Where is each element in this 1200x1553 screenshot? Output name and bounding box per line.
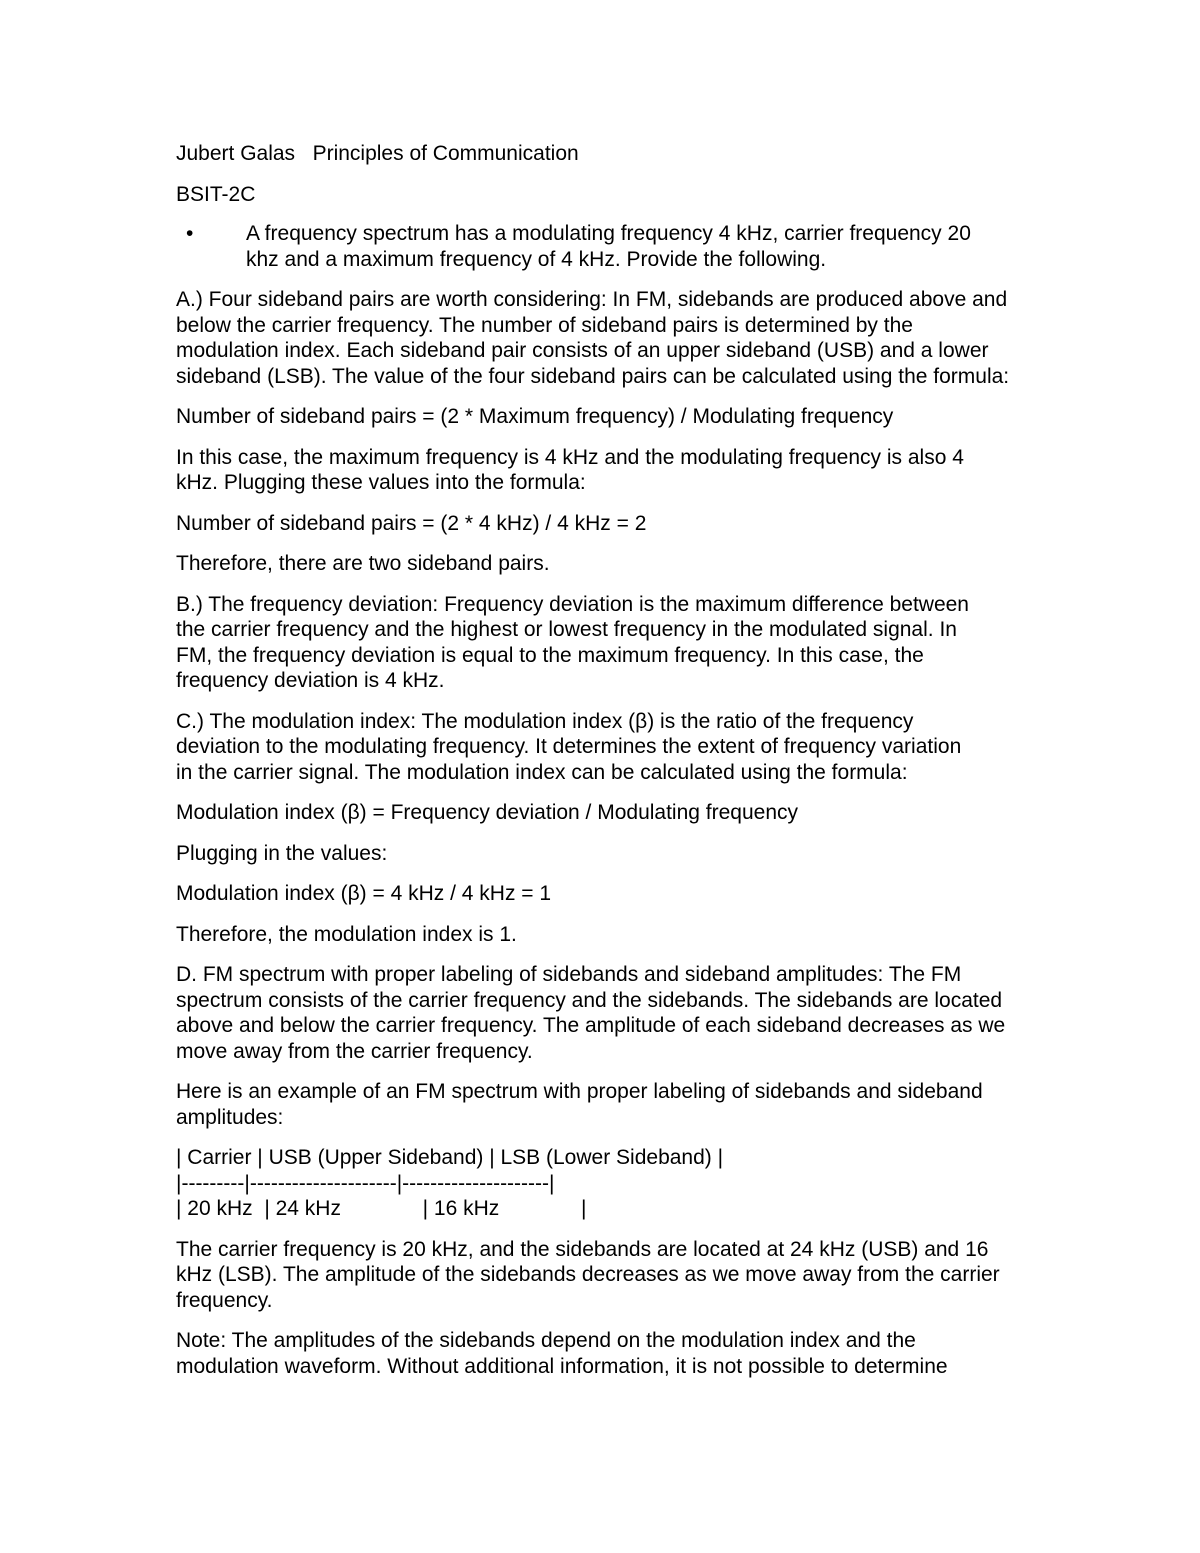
bullet-line: khz and a maximum frequency of 4 kHz. Provide the following. xyxy=(246,247,827,271)
paragraph-line: kHz (LSB). The amplitude of the sidebands decreases as we move away from the carrier xyxy=(176,1263,1000,1286)
section-a-intro xyxy=(176,287,1036,389)
paragraph-line: The carrier frequency is 20 kHz, and the sidebands are located at 24 kHz (USB) and 16 xyxy=(176,1237,989,1261)
paragraph-line: B.) The frequency deviation: Frequency deviation is the maximum difference between xyxy=(176,592,969,616)
table-row: | 20 kHz | 24 kHz | 16 kHz | xyxy=(176,1197,587,1220)
paragraph-line: spectrum consists of the carrier frequency and the sidebands. The sidebands are located xyxy=(176,988,1003,1012)
section-a-case xyxy=(176,445,1036,496)
section-code: BSIT-2C xyxy=(176,182,256,206)
section-d-intro xyxy=(176,962,1036,1064)
document-body xyxy=(176,141,1036,1394)
section-d-example xyxy=(176,1079,1036,1130)
section-d-note xyxy=(176,1328,1036,1379)
paragraph-line: in the carrier signal. The modulation index can be calculated using the formula: xyxy=(176,760,908,784)
paragraph-line: C.) The modulation index: The modulation index (β) is the ratio of the frequency xyxy=(176,709,914,733)
paragraph-line: above and below the carrier frequency. The amplitude of each sideband decreases as we xyxy=(176,1014,1006,1037)
paragraph-line: frequency deviation is 4 kHz. xyxy=(176,669,445,692)
problem-bullet xyxy=(176,221,1036,272)
section-a-calc: Number of sideband pairs = (2 * 4 kHz) / 4 kHz = 2 xyxy=(176,511,647,535)
section-a-formula: Number of sideband pairs = (2 * Maximum frequency) / Modulating frequency xyxy=(176,405,894,428)
section-d-explanation xyxy=(176,1237,1036,1314)
paragraph-line: Here is an example of an FM spectrum with proper labeling of sidebands and sideband xyxy=(176,1080,983,1103)
table-row: |---------|---------------------|---------------------| xyxy=(176,1171,555,1195)
paragraph-line: A.) Four sideband pairs are worth considering: In FM, sidebands are produced above and xyxy=(176,288,1008,311)
paragraph-line: kHz. Plugging these values into the formula: xyxy=(176,471,586,494)
section-a-result: Therefore, there are two sideband pairs. xyxy=(176,552,550,575)
bullet-icon: • xyxy=(186,222,194,245)
section-c-intro xyxy=(176,709,1036,786)
table-row: | Carrier | USB (Upper Sideband) | LSB (Lower Sideband) | xyxy=(176,1146,724,1169)
section-c-formula: Modulation index (β) = Frequency deviation / Modulating frequency xyxy=(176,801,799,824)
paragraph-line: modulation index. Each sideband pair consists of an upper sideband (USB) and a lower xyxy=(176,339,989,362)
paragraph-line: frequency. xyxy=(176,1288,273,1312)
section-c-plug: Plugging in the values: xyxy=(176,841,388,865)
paragraph-line: Note: The amplitudes of the sidebands depend on the modulation index and the xyxy=(176,1329,916,1352)
paragraph-line: sideband (LSB). The value of the four sideband pairs can be calculated using the formula: xyxy=(176,364,1010,388)
spectrum-text-table xyxy=(176,1145,1036,1222)
section-c-result: Therefore, the modulation index is 1. xyxy=(176,922,517,946)
paragraph-line: modulation waveform. Without additional information, it is not possible to determine xyxy=(176,1354,948,1378)
paragraph-line: FM, the frequency deviation is equal to the maximum frequency. In this case, the xyxy=(176,643,924,667)
author-name: Jubert Galas xyxy=(176,142,296,165)
paragraph-line: deviation to the modulating frequency. It determines the extent of frequency variation xyxy=(176,735,962,758)
paragraph-line: move away from the carrier frequency. xyxy=(176,1039,533,1063)
header-line xyxy=(176,141,1036,167)
paragraph-line: D. FM spectrum with proper labeling of sidebands and sideband amplitudes: The FM xyxy=(176,963,962,986)
paragraph-line: In this case, the maximum frequency is 4 kHz and the modulating frequency is also 4 xyxy=(176,445,964,469)
paragraph-line: the carrier frequency and the highest or lowest frequency in the modulated signal. In xyxy=(176,618,957,641)
course-title: Principles of Communication xyxy=(312,142,579,165)
section-c-calc: Modulation index (β) = 4 kHz / 4 kHz = 1 xyxy=(176,882,552,905)
paragraph-line: below the carrier frequency. The number of sideband pairs is determined by the xyxy=(176,313,913,337)
bullet-line: A frequency spectrum has a modulating frequency 4 kHz, carrier frequency 20 xyxy=(246,222,971,245)
section-b xyxy=(176,592,1036,694)
paragraph-line: amplitudes: xyxy=(176,1105,284,1129)
